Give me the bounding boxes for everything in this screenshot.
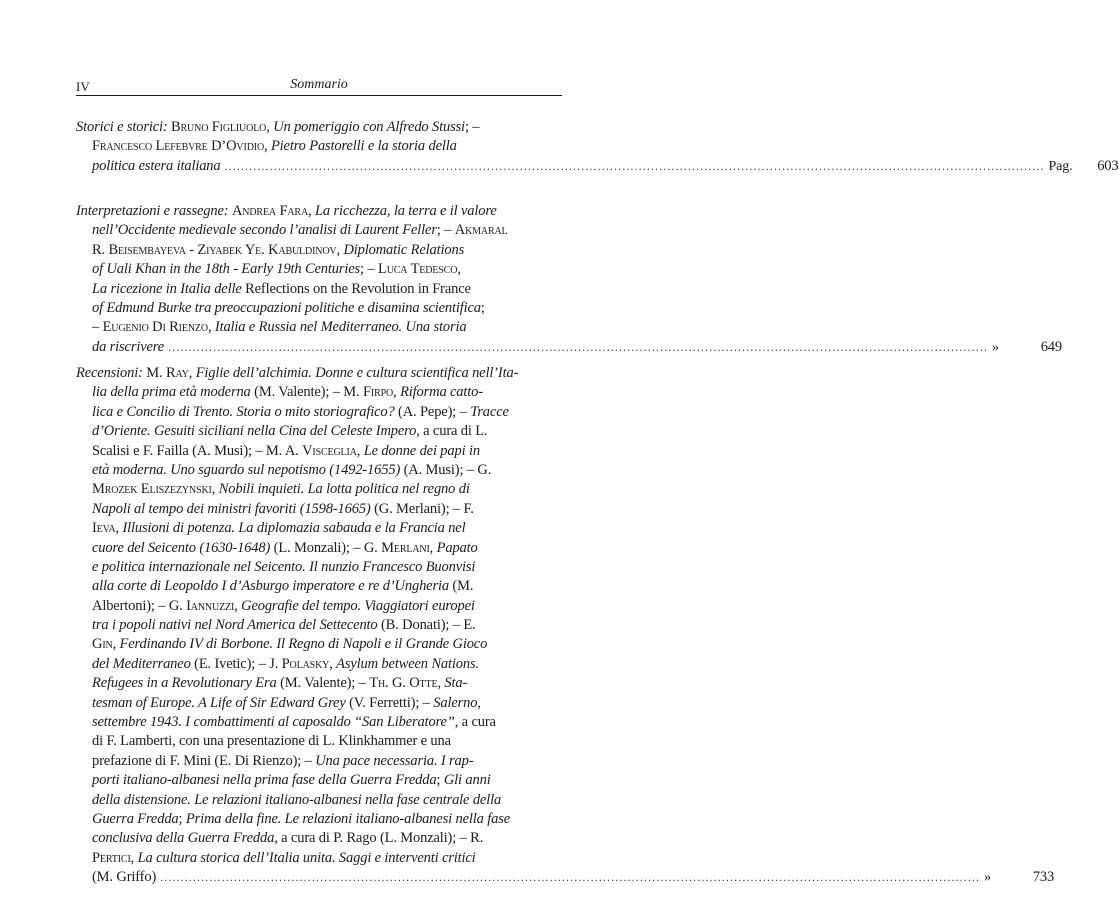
entry-text-segment: Luca Tedesco <box>377 261 458 278</box>
entry-text-segment: , <box>234 597 242 614</box>
entry-text-segment: , <box>112 636 120 653</box>
page-reference: 733 <box>1032 869 1055 886</box>
entry-text-segment: Ray <box>165 365 189 381</box>
entry-text-segment: (L. Monzali); – G. <box>270 539 382 556</box>
entry-text-segment: , <box>329 655 337 672</box>
entry-text-segment: lica e Concilio di Trento. Storia o mito storiografico? <box>92 403 395 420</box>
entry-text-segment: , <box>356 442 364 459</box>
entry-text-segment: politica estera italiana <box>92 157 221 174</box>
entry-text-segment: porti italiano-albanesi nella prima fase della Guerra Fredda <box>92 772 437 789</box>
entry-text-segment: Storici e storici: <box>76 119 172 135</box>
entry-line <box>76 364 560 383</box>
entry-line <box>76 829 560 848</box>
entry-line <box>76 558 560 577</box>
entry-text-segment: conclusiva della Guerra Fredda <box>92 830 275 847</box>
entry-text-segment: (A. Musi); – G. <box>400 461 492 478</box>
entry-line-text <box>92 868 156 887</box>
entry-text-segment: , <box>188 365 196 381</box>
entry-text-segment: Un pomeriggio con Alfredo Stussi <box>273 119 465 135</box>
entry-text-segment: del Mediterraneo <box>92 655 191 672</box>
entry-line <box>76 519 560 538</box>
entry-text-segment: Pietro Pastorelli e la storia della <box>270 138 457 155</box>
entry-text-segment: R. Beisembayeva - Ziyabek Ye. Kabuldinov <box>92 241 337 258</box>
entry-line <box>76 771 560 790</box>
entry-text-segment: La ricezione in Italia delle <box>92 280 246 297</box>
toc-entry-recensioni <box>76 364 1055 888</box>
entry-line <box>76 442 560 461</box>
entry-line <box>76 280 560 299</box>
entry-text-segment: Napoli al tempo dei ministri favoriti (1598-1665) <box>92 500 371 517</box>
entry-text-segment: Salerno, <box>433 694 481 711</box>
entry-text-segment: Eugenio Di Rienzo <box>102 319 208 336</box>
entry-text-segment: Andrea Fara <box>231 203 309 219</box>
entry-text-segment: (M. <box>448 578 474 595</box>
entry-text-segment: (M. Valente); – <box>276 675 370 692</box>
page-reference: 603 <box>1097 157 1119 174</box>
entry-line <box>76 674 560 693</box>
entry-line <box>76 137 560 156</box>
entry-text-segment: d’Oriente. Gesuiti siciliani nella Cina del Celeste Impero <box>92 423 417 440</box>
entry-text-segment: alla corte di Leopoldo I d’Asburgo imperatore e re d’Ungheria <box>92 578 449 595</box>
entry-text-segment: tra i popoli nativi nel Nord America del Settecento <box>92 617 378 634</box>
entry-text-segment: , <box>266 119 274 135</box>
entry-line-text <box>92 157 221 176</box>
entry-line <box>76 635 560 654</box>
entry-text-segment: tesman of Europe. A Life of Sir Edward Grey <box>92 694 346 711</box>
entry-text-segment: La ricchezza, la terra e il valore <box>314 203 497 219</box>
entry-text-segment: Italia e Russia nel Mediterraneo. Una storia <box>214 319 467 336</box>
entry-text-segment: Figlie dell’alchimia. Donne e cultura scientifica nell’Ita- <box>195 365 519 381</box>
entry-text-segment: Refugees in a Revolutionary Era <box>92 675 277 692</box>
entry-text-segment: Le donne dei papi in <box>363 442 480 459</box>
entry-text-segment: , a cura <box>454 714 496 731</box>
entry-text-segment: Illusioni di potenza. La diplomazia sabauda e la Francia nel <box>122 520 466 537</box>
entry-text-segment: , <box>264 138 271 155</box>
entry-text-segment: , <box>429 539 437 556</box>
entry-text-segment: (B. Donati); – E. <box>377 617 476 634</box>
running-title: Sommario <box>290 77 348 92</box>
entry-line <box>76 383 560 402</box>
entry-text-segment: lia della prima età moderna <box>92 384 251 401</box>
entry-text-segment: Francesco Lefebvre D’Ovidio <box>92 138 265 155</box>
entry-text-segment: Visceglia <box>302 442 357 459</box>
entry-text-segment: Akmaral <box>454 222 508 239</box>
entry-text-segment: ; <box>436 772 444 789</box>
entry-text-segment: (M. Valente); – M. <box>250 384 363 401</box>
entry-text-segment: prefazione di F. Mini (E. Di Rienzo); – <box>92 752 316 769</box>
entry-line <box>76 338 1063 357</box>
entry-line <box>76 713 560 732</box>
entry-text-segment: , <box>457 261 461 278</box>
dot-leader: ........................................................................................................................................................................................................ <box>168 339 989 354</box>
entry-text-segment: ; <box>178 810 186 827</box>
entry-text-segment: Polasky <box>281 655 330 672</box>
entry-line <box>76 221 560 240</box>
toc-entry-storici <box>76 118 1119 176</box>
entry-line <box>76 422 560 441</box>
entry-line <box>76 480 560 499</box>
entry-text-segment: , <box>437 675 445 692</box>
entry-text-segment: Pertici <box>92 849 131 866</box>
entry-text-segment: Sta- <box>444 675 468 692</box>
entry-text-segment: Papato <box>436 539 478 556</box>
entry-text-segment: (V. Ferretti); – <box>345 694 434 711</box>
entry-text-segment: Albertoni); – G. <box>92 597 187 614</box>
page-label: Pag. <box>1048 158 1073 174</box>
entry-line <box>76 791 560 810</box>
page-label: » <box>984 870 991 886</box>
toc-entry-interpretazioni <box>76 202 1063 357</box>
entry-text-segment: (E. Ivetic); – J. <box>190 655 282 672</box>
entry-line <box>76 655 560 674</box>
entry-text-segment: Ferdinando IV di Borbone. Il Regno di Napoli e il Grande Gioco <box>119 636 488 653</box>
entry-text-segment: Ieva <box>92 520 116 537</box>
entry-text-segment: M. <box>146 365 166 381</box>
page-reference: 649 <box>1040 338 1063 355</box>
entry-text-segment: della distensione. Le relazioni italiano-albanesi nella fase centrale della <box>92 791 502 808</box>
page-label: » <box>992 339 999 355</box>
entry-text-segment: Scalisi e F. Failla (A. Musi); – M. A. <box>92 442 303 459</box>
entry-line <box>76 732 560 751</box>
entry-line <box>76 868 1055 887</box>
entry-line <box>76 849 560 868</box>
entry-line <box>76 260 560 279</box>
dot-leader: ........................................................................................................................................................................................................ <box>224 158 1045 173</box>
entry-text-segment: ; – <box>436 222 455 239</box>
entry-text-segment: (G. Merlani); – F. <box>370 500 474 517</box>
entry-text-segment: e politica internazionale nel Seicento. Il nunzio Francesco Buonvisi <box>92 558 476 575</box>
entry-text-segment: Gin <box>92 636 113 653</box>
entry-text-segment: nell’Occidente medievale secondo l’analisi di Laurent Feller <box>92 222 437 239</box>
entry-line <box>76 694 560 713</box>
entry-text-segment: ; – <box>360 261 378 278</box>
entry-text-segment: of Edmund Burke tra preoccupazioni politiche e disamina scientifica <box>92 299 481 316</box>
entry-text-segment: Interpretazioni e rassegne: <box>76 203 232 219</box>
entry-text-segment: of Uali Khan in the 18th - Early 19th Centuries <box>92 261 361 278</box>
entry-line <box>76 118 560 137</box>
entry-text-segment: Firpo <box>363 384 394 401</box>
entry-text-segment: Tracce <box>470 403 509 420</box>
entry-text-segment: di F. Lamberti, con una presentazione di L. Klinkhammer e una <box>92 733 451 750</box>
entry-text-segment: , <box>336 241 344 258</box>
entry-line <box>76 577 560 596</box>
entry-text-segment: da riscrivere <box>92 338 165 355</box>
entry-text-segment: settembre 1943. I combattimenti al caposaldo “San Liberatore” <box>92 714 455 731</box>
entry-text-segment: , <box>211 481 219 498</box>
entry-text-segment: ; <box>480 299 485 316</box>
entry-text-segment: Th. G. Otte <box>369 675 438 692</box>
entry-text-segment: Mrozek Eliszezynski <box>92 481 212 498</box>
entry-text-segment: età moderna. Uno sguardo sul nepotismo (1492-1655) <box>92 461 401 478</box>
entry-line <box>76 539 560 558</box>
entry-text-segment: cuore del Seicento (1630-1648) <box>92 539 271 556</box>
entry-line <box>76 318 560 337</box>
entry-line-text <box>92 338 164 357</box>
entry-line <box>76 157 1119 176</box>
entry-text-segment: , <box>393 384 401 401</box>
entry-line <box>76 597 560 616</box>
entry-text-segment: Geografie del tempo. Viaggiatori europei <box>241 597 475 614</box>
entry-text-segment: Asylum between Nations. <box>336 655 479 672</box>
entry-text-segment: Nobili inquieti. La lotta politica nel regno di <box>218 481 470 498</box>
entry-line <box>76 752 560 771</box>
running-header <box>76 77 562 96</box>
entry-text-segment: Merlani <box>381 539 430 556</box>
entry-line <box>76 461 560 480</box>
entry-text-segment: , <box>207 319 215 336</box>
entry-line <box>76 403 560 422</box>
entry-text-segment: La cultura storica dell’Italia unita. Saggi e interventi critici <box>137 849 476 866</box>
entry-text-segment: Iannuzzi <box>186 597 235 614</box>
entry-text-segment: Riforma catto- <box>400 384 483 401</box>
page-number: IV <box>76 79 90 94</box>
entry-text-segment: Reflections on the Revolution in France <box>245 280 471 297</box>
entry-text-segment: Una pace necessaria. I rap- <box>315 752 474 769</box>
entry-line <box>76 616 560 635</box>
entry-line <box>76 810 560 829</box>
entry-text-segment: (M. Griffo) <box>92 869 157 886</box>
entry-text-segment: Bruno Figliuolo <box>171 119 267 135</box>
entry-text-segment: Prima della fine. Le relazioni italiano-albanesi nella fase <box>185 810 510 827</box>
entry-text-segment: Gli anni <box>443 772 491 789</box>
entry-text-segment: , a cura di L. <box>416 423 488 440</box>
entry-text-segment: Guerra Fredda <box>92 810 179 827</box>
entry-text-segment: , <box>130 849 138 866</box>
entry-line <box>76 299 560 318</box>
entry-text-segment: Diplomatic Relations <box>343 241 465 258</box>
entry-text-segment: ; – <box>464 119 480 135</box>
entry-text-segment: (A. Pepe); – <box>394 403 471 420</box>
entry-line <box>76 500 560 519</box>
entry-text-segment: – <box>92 319 103 336</box>
entry-text-segment: Recensioni: <box>76 365 147 381</box>
entry-text-segment: , <box>115 520 123 537</box>
entry-text-segment: , <box>308 203 315 219</box>
entry-text-segment: , a cura di P. Rago (L. Monzali); – R. <box>274 830 484 847</box>
entry-line <box>76 241 560 260</box>
dot-leader: ........................................................................................................................................................................................................ <box>160 870 981 885</box>
entry-line <box>76 202 560 221</box>
